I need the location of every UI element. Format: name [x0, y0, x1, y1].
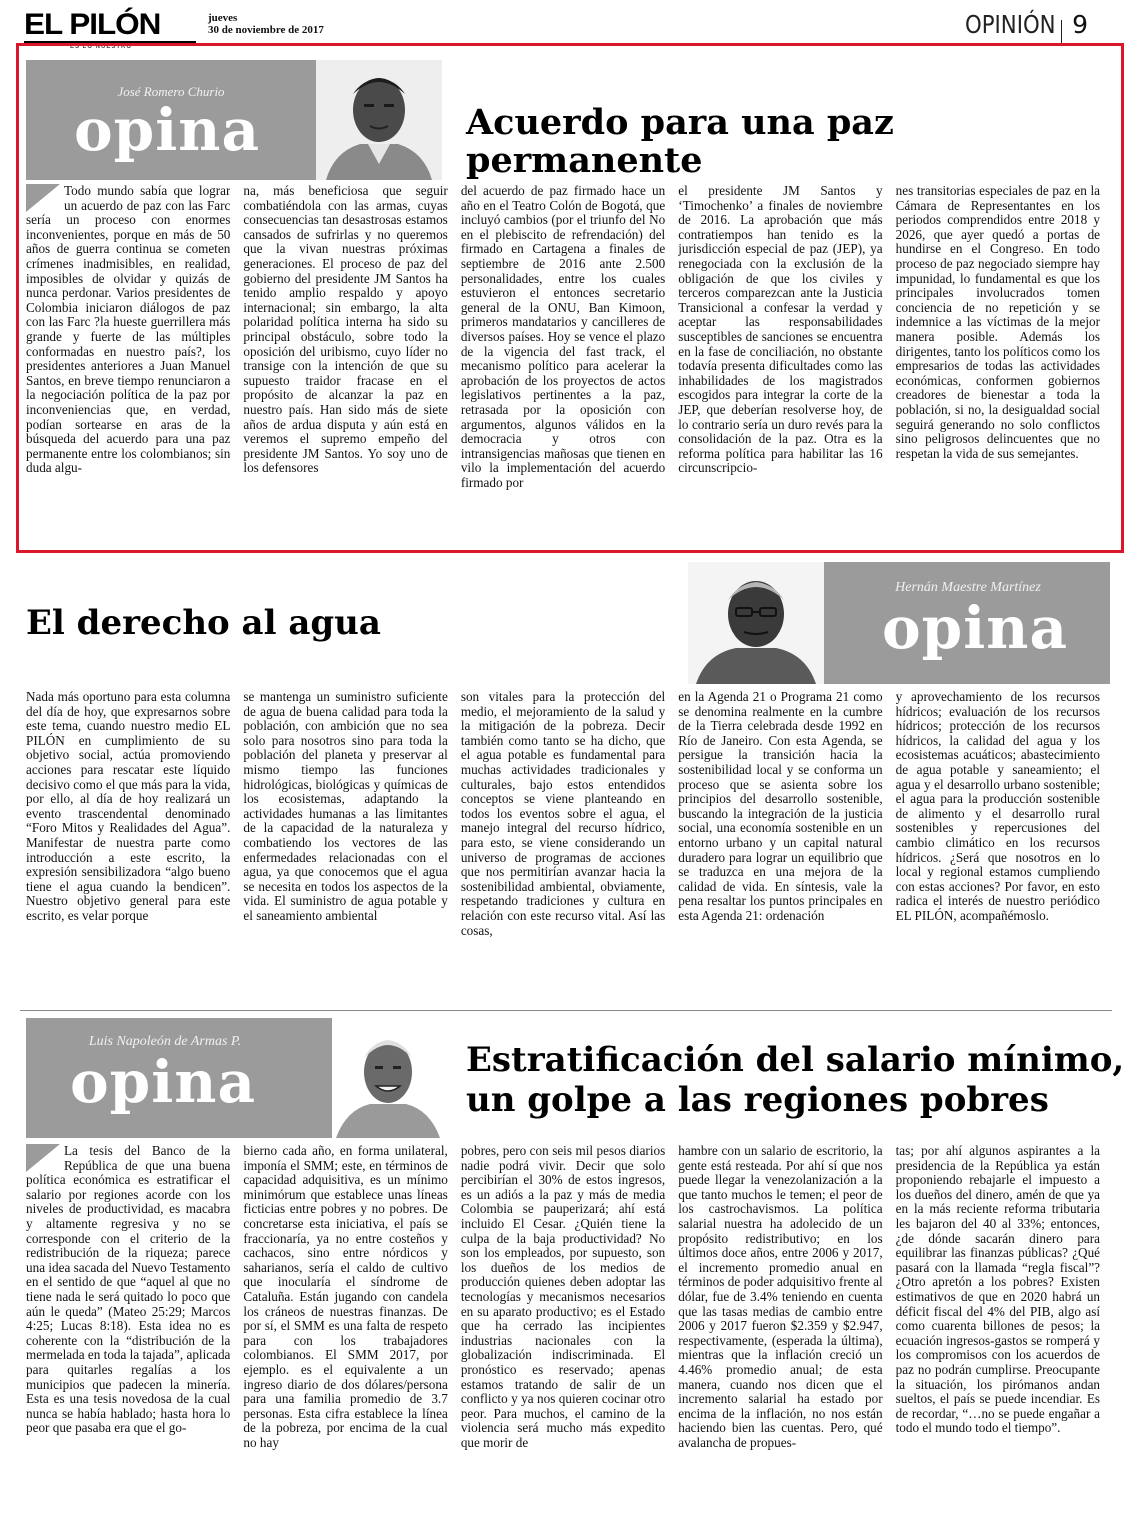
- headline: El derecho al agua: [26, 603, 381, 643]
- article-column: se mantenga un suministro suficiente de agua de buena calidad para toda la población, con ambición que no sea solo para nosotros sino para toda la población del planeta y preservar al mismo tiempo las funciones hidrológicas, biológicas y químicas de los ecosistemas, adaptando la actividades humanas a las limitantes de la capacidad de la naturaleza y combatiendo los vectores de las enfermedades relacionadas con el agua, ya que conocemos que el agua se necesita en todos los aspectos de la vida. El suministro de agua potable y el saneamiento ambiental: [243, 690, 448, 923]
- author-name: Luis Napoleón de Armas P.: [88, 1034, 242, 1049]
- author-name: José Romero Churio: [117, 84, 225, 99]
- issue-fulldate: 30 de noviembre de 2017: [208, 24, 324, 36]
- headline: Acuerdo para una paz permanente: [466, 102, 894, 181]
- article-column: hambre con un salario de escritorio, la gente está resteada. Por ahí sí que nos puede llegar la venezolanización a la que tanto muchos le temen; el peor de los castrochavismos. La política salarial nuestra ha adolecido de un propósito redistributivo; en los últimos doce años, entre 2006 y 2017, el incremento promedio anual en términos de poder adquisitivo frente al dólar, fue de 3.4% teniendo en cuenta que las tasas medias de cambio entre 2006 y 2017 fueron $2.359 y $2.947, respectivamente, (esperada la última), mientras que la inflación creció un 4.46% promedio anual; de esta manera, cuando nos dicen que el incremento salarial ha estado por encima de la inflación, no nos están haciendo bien las cuentas. Pero, qué avalancha de propues-: [678, 1144, 883, 1450]
- article-column: na, más beneficiosa que seguir combatiéndola con las armas, cuyas consecuencias tan desastrosas estamos cansados de sufrirlas y no queremos que la vivan nuestras próximas generaciones. El proceso de paz del gobierno del presidente JM Santos ha tenido amplio respaldo y apoyo internacional; sin embargo, la alta polaridad política interna ha sido su principal obstáculo, sobre todo la oposición del uribismo, cuyo líder no transige con la intención de que su supuesto traidor fracase en el propósito de alcanzar la paz en nuestro país. Han sido más de siete años de ardua disputa y aún está en veremos el supremo empeño del presidente JM Santos. Yo soy uno de los defensores: [243, 184, 448, 476]
- headline-line: un golpe a las regiones pobres: [466, 1080, 1049, 1120]
- article-column: tas; por ahí algunos aspirantes a la presidencia de la República ya están proponiendo rebajarle el impuesto a los dueños del dinero, amén de que ya en la más reciente reforma tributaria les bajaron del 40 al 33%; entonces, ¿de dónde sacarán dinero para equilibrar las finanzas públicas? ¿Qué pasará con la llamada “regla fiscal”? ¿Otro apretón a los pobres? Existen estimativos de que en 2020 habrá un déficit fiscal del 4% del PIB, algo así como cuarenta billones de pesos; la ecuación ingresos-gastos se romperá y los compromisos con los acuerdos de paz no podrán cumplirse. Preocupante la situación, los pirómanos andan sueltos, el país se puede incendiar. Es de recordar, “…no se puede engañar a todo el mundo todo el tiempo”.: [895, 1144, 1101, 1436]
- section-title: OPINIÓN: [965, 10, 1056, 39]
- article-column: en la Agenda 21 o Programa 21 como se denomina realmente en la cumbre de la Tierra celebrada desde 1992 en Río de Janeiro. Con esta Agenda, se persigue la transición hacia la sostenibilidad local y se conforma un proceso que se asienta sobre los principios del desarrollo sostenible, buscando la integración de la justicia social, una economía sostenible en un entorno urbano y un capital natural duradero para lograr un equilibrio que se traduzca en una mejora de la calidad de vida. En síntesis, vale la pena resaltar los puntos principales en esta Agenda 21: ordenación: [678, 690, 883, 923]
- opina-label: opina: [882, 594, 1069, 662]
- headline-line: Estratificación del salario mínimo,: [466, 1040, 1125, 1080]
- masthead: [24, 8, 1104, 50]
- author-portrait-icon: [688, 562, 824, 684]
- article-column: el presidente JM Santos y ‘Timochenko’ a finales de noviembre de 2016. La aprobación que más contratiempos han tenido es la jurisdicción especial de paz (JEP), ya renegociada con la exclusión de la obligación de que los civiles y terceros comparezcan ante la Justicia Transicional a confesar la verdad y aceptar las responsabilidades susceptibles de sanciones se encuentra en la fase de conciliación, no obstante todavía presenta dificultades como las inhabilidades de los magistrados escogidos para integrar la corte de la JEP, que deberían resolverse hoy, de lo contrario sería un duro revés para la consolidación de la paz. Otra es la reforma política para habilitar las 16 circunscripcio-: [678, 184, 883, 476]
- logo-slogan: ES LO NUESTRO: [70, 44, 133, 50]
- article-body: [26, 1144, 1100, 1508]
- author-photo: [332, 1018, 444, 1138]
- opina-label: opina: [70, 1048, 257, 1116]
- author-photo: [688, 562, 824, 684]
- article-body: [26, 184, 1100, 548]
- issue-date: [208, 12, 324, 36]
- newspaper-logo[interactable]: EL PILÓN: [24, 8, 161, 41]
- article-column: pobres, pero con seis mil pesos diarios nadie podrá vivir. Decir que solo percibirían el 30% de estos ingresos, es un adiós a la paz y más de media Colombia se pauperizará; ahí está incluido El Cesar. ¿Quién tiene la culpa de la baja productividad? No son los empleados, por supuesto, son los dueños de los medios de producción quienes deben adoptar las tecnologías y mecanismos necesarios en su aparato productivo; es el Estado que ha cerrado las incipientes industrias nacionales con la globalización indiscriminada. El pronóstico es reservado; apenas estamos tratando de salir de un conflicto y ya nos quieren cocinar otro peor. Para muchos, el camino de la violencia será mucho más expedito que morir de: [460, 1144, 666, 1450]
- opina-label: opina: [74, 96, 261, 164]
- headline: [466, 1040, 1125, 1120]
- issue-weekday: jueves: [208, 12, 238, 24]
- article-column: son vitales para la protección del medio, el mejoramiento de la salud y la mitigación de la pobreza. Decir también como tanto se ha dicho, que el agua potable es fundamental para muchas actividades tradicionales y culturales, bajo estos entendidos conceptos se viene planteando en todos los eventos sobre el agua, el manejo integral del recurso hídrico, para esto, se viene considerando un universo de programas de acciones que nos permitirían avanzar hacia la sostenibilidad ambiental, obviamente, respetando tradiciones y cultura en relación con este recurso vital. Así las cosas,: [460, 690, 666, 938]
- page-number: 9: [1072, 10, 1088, 39]
- author-photo: [316, 60, 442, 180]
- drop-wedge-icon: [26, 1144, 60, 1172]
- article-column: La tesis del Banco de la República de que una buena política económica es estratificar el salario por regiones acorde con los niveles de productividad, es macabra y altamente regresiva y no se corresponde con el criterio de la redistribución de la riqueza; parece una idea sacada del Nuevo Testamento en el sentido de que “aquel al que no tiene nada le será quitado lo poco que aún le queda” (Mateo 25:29; Marcos 4:25; Lucas 8:18). Esta idea no es coherente con la “distribución de la mermelada en toda la tajada”, aplicada para quitarles regalías a los municipios que padecen la minería. Esta es una tesis novedosa de la cual nunca se había hablado; hasta hora lo peor que pasaba era que el go-: [26, 1144, 231, 1436]
- author-portrait-icon: [332, 1018, 444, 1138]
- article-body: [26, 690, 1100, 1002]
- article-column: bierno cada año, en forma unilateral, imponía el SMM; este, en términos de capacidad adquisitiva, es un mínimo minimórum que establece unas líneas ficticias entre pobres y no pobres. De concretarse esta iniciativa, el país se fraccionaría, ya no entre costeños y cachacos, sino entre nórdicos y saharianos, sería el caldo de cultivo que inocularía el síndrome de Cataluña. Están jugando con candela los cráneos de nuestras finanzas. De por sí, el SMM es una falta de respeto para con los trabajadores colombianos. El SMM 2017, por ejemplo. es el equivalente a un ingreso diario de dos dólares/persona para una familia promedio de 3.7 personas. Esta cifra establece la línea de la pobreza, por encima de la cual no hay: [243, 1144, 448, 1450]
- article-column: Todo mundo sabía que lograr un acuerdo de paz con las Farc sería un proceso con enormes inconvenientes, porque en más de 50 años de guerra continua se cometen crímenes inadmisibles, en realidad, imposibles de olvidar y quizás de nunca perdonar. Varios presidentes de Colombia iniciaron diálogos de paz con las Farc ?la hueste guerrillera más grande y fuerte de las múltiples conformadas en nuestro país?, los presidentes anteriores a Juan Manuel Santos, en breve tiempo renunciaron a la negociación política de la paz por inconveniencias que, en verdad, podían sortearse en aras de la búsqueda del acuerdo para una paz permanente entre los colombianos; sin duda algu-: [26, 184, 231, 476]
- drop-wedge-icon: [26, 184, 60, 212]
- article-divider: [20, 1010, 1112, 1011]
- article-column: nes transitorias especiales de paz en la Cámara de Representantes en los periodos comprendidos entre 2018 y 2026, que ayer quedó a portas de hundirse en el Congreso. En todo proceso de paz negociado siempre hay impunidad, lo fundamental es que los principales involucrados tomen conciencia de no repetición y se indemnice a las víctimas de la mejor manera posible. Además los dirigentes, tanto los políticos como los empresarios de todas las actividades económicas, conformen gobiernos creadores de bienestar a toda la población, si no, la desigualdad social seguirá generando no solo conflictos sino peligrosos delincuentes que no respetan la vida de sus semejantes.: [895, 184, 1101, 461]
- article-column: Nada más oportuno para esta columna del día de hoy, que expresarnos sobre este tema, cuando nuestro medio EL PILÓN en cumplimiento de su objetivo social, actúa promoviendo acciones para rescatar este líquido decisivo como el que más para la vida, por ello, al día de hoy realizará un evento trascendental denominado “Foro Mitos y Realidades del Agua”. Manifestar de nuestra parte como introducción a este escrito, la expresión sensibilizadora “algo bueno tiene el agua cuando la bendicen”. Nuestro objetivo general para este escrito, es velar porque: [26, 690, 231, 923]
- article-column: y aprovechamiento de los recursos hídricos; evaluación de los recursos hídricos; protección de los recursos hídricos, la calidad del agua y los ecosistemas acuáticos; abastecimiento de agua potable y saneamiento; el agua y el desarrollo urbano sostenible; el agua para la producción sostenible de alimento y el desarrollo rural sostenibles y repercusiones del cambio climático en los recursos hídricos. ¿Será que nosotros en lo local y regional estamos cumpliendo con estas acciones? Por favor, en esto radica el interés de nuestro periódico EL PILÓN, acompañémoslo.: [895, 690, 1101, 923]
- author-portrait-icon: [316, 60, 442, 180]
- article-column: del acuerdo de paz firmado hace un año en el Teatro Colón de Bogotá, que incluyó cambios (por el triunfo del No en el plebiscito de refrendación) del firmado en Cartagena a finales de septiembre de 2016 ante 2.500 personalidades, entre los cuales estuvieron el entonces secretario general de la ONU, Ban Kimoon, primeros mandatarios y cancilleres de diversos países. Hoy se vence el plazo de la vigencia del fast track, el mecanismo político para acelerar la aprobación de los proyectos de actos legislativos pertinentes a la paz, retrasada por la oposición con argumentos, algunos válidos en la democracia y otros con intransigencias mañosas que tienen en vilo la implementación del acuerdo firmado por: [460, 184, 666, 490]
- author-name: Hernán Maestre Martínez: [895, 580, 1041, 595]
